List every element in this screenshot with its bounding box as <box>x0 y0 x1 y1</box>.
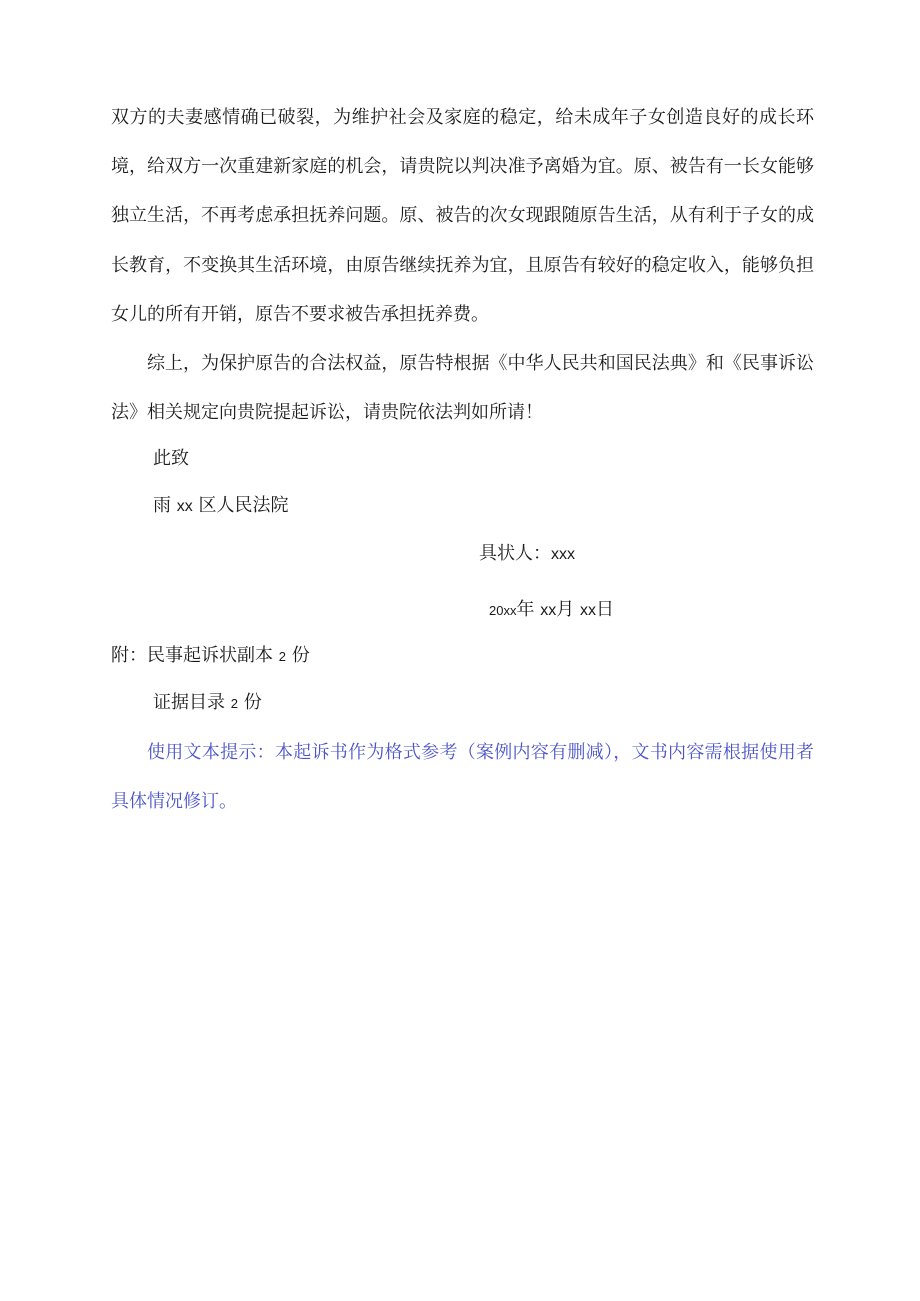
date-day-value: xx <box>579 602 596 619</box>
signature-label: 具状人： <box>479 543 551 564</box>
attachment-1-text: 附：民事起诉状副本 <box>111 645 273 666</box>
attachment-evidence-list <box>153 691 262 716</box>
attachment-2-text: 证据目录 <box>153 692 225 713</box>
date-line <box>489 598 614 623</box>
court-name <box>153 494 288 519</box>
body-paragraph-reasons: 双方的夫妻感情确已破裂，为维护社会及家庭的稳定，给未成年子女创造良好的成长环境，给双方一次重建新家庭的机会，请贵院以判决准予离婚为宜。原、被告有一长女能够独立生活，不再考虑承担抚养问题。原、被告的次女现跟随原告生活，从有利于子女的成长教育，不变换其生活环境，由原告继续抚养为宜，且原告有较好的稳定收入，能够负担女儿的所有开销，原告不要求被告承担抚养费。 <box>111 107 814 325</box>
date-day-label: 日 <box>595 599 614 620</box>
signature-line <box>479 542 575 567</box>
usage-note: 使用文本提示：本起诉书作为格式参考（案例内容有删减），文书内容需根据使用者具体情况修订。 <box>111 742 814 813</box>
court-placeholder: xx <box>176 498 193 515</box>
date-year-label: 年 <box>516 599 535 620</box>
date-year-prefix: 20xx <box>489 603 517 618</box>
attachment-2-unit: 份 <box>243 692 262 713</box>
date-month-value: xx <box>540 602 557 619</box>
attachment-1-count: 2 <box>278 649 286 664</box>
court-suffix: 区人民法院 <box>198 495 289 516</box>
court-prefix: 雨 <box>153 495 171 516</box>
salutation: 此致 <box>153 448 189 469</box>
body-paragraph-conclusion: 综上，为保护原告的合法权益，原告特根据《中华人民共和国民法典》和《民事诉讼法》相关规定向贵院提起诉讼，请贵院依法判如所请！ <box>111 353 814 424</box>
attachment-2-count: 2 <box>230 696 238 711</box>
signature-name: xxx <box>551 546 575 563</box>
attachment-1-unit: 份 <box>291 645 310 666</box>
date-month-label: 月 <box>556 599 575 620</box>
attachment-complaint-copies <box>111 644 310 669</box>
